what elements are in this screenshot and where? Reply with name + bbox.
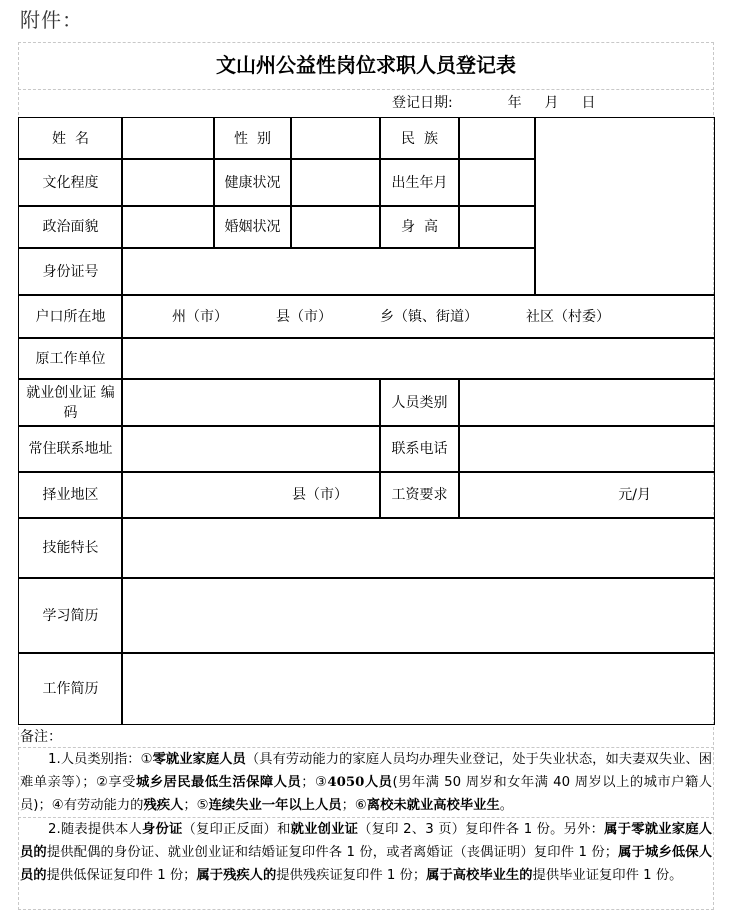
label-person-category: 人员类别 <box>379 378 460 427</box>
note-emphasis: 身份证 <box>141 822 183 837</box>
note-emphasis: 城乡居民最低生活保障人员 <box>135 775 302 790</box>
note-text: （具有劳动能力的家庭人员均办理失业登记，处于失业状态，如夫妻双失业、困难单亲等）；②享受 <box>20 752 713 790</box>
date-label: 登记日期: <box>392 95 453 111</box>
household-prefecture: 州（市） <box>172 309 228 325</box>
note-person-category <box>20 748 712 817</box>
job-region-suffix: 县（市） <box>292 487 348 503</box>
gender-field[interactable] <box>290 117 381 160</box>
divider <box>18 89 714 90</box>
photo-box[interactable] <box>534 117 715 296</box>
note-text: （复印正反面）和 <box>182 822 291 837</box>
note-emphasis: 残疾人 <box>143 798 184 813</box>
note-emphasis: 零就业家庭人员 <box>152 752 246 767</box>
note-required-documents <box>20 818 712 887</box>
note-text: 提供毕业证复印件 1 份。 <box>532 868 683 883</box>
person-category-field[interactable] <box>458 378 715 427</box>
label-political: 政治面貌 <box>18 205 123 249</box>
household-township: 乡（镇、街道） <box>380 309 478 325</box>
note-text: 提供残疾证复印件 1 份； <box>276 868 427 883</box>
note-emphasis: 属于零就业家庭人员的 <box>20 822 713 860</box>
ethnicity-field[interactable] <box>458 117 536 160</box>
registration-date <box>392 90 595 117</box>
label-work-history: 工作简历 <box>18 652 123 725</box>
height-field[interactable] <box>458 205 536 249</box>
label-ethnicity: 民 族 <box>379 117 460 160</box>
label-household: 户口所在地 <box>18 294 123 339</box>
registration-table <box>18 117 715 725</box>
employment-cert-field[interactable] <box>121 378 381 427</box>
form-title: 文山州公益性岗位求职人员登记表 <box>216 53 516 77</box>
note-text: 提供低保证复印件 1 份； <box>46 868 197 883</box>
note-text: ；⑥ <box>341 798 367 813</box>
label-marital: 婚姻状况 <box>213 205 292 249</box>
household-county: 县（市） <box>276 309 332 325</box>
label-employment-cert: 就业创业证 编码 <box>18 378 123 427</box>
note-text: 提供配偶的身份证、就业创业证和结婚证复印件各 1 份，或者离婚证（丧偶证明）复印件 1 份； <box>46 845 619 860</box>
label-salary: 工资要求 <box>379 471 460 519</box>
note-emphasis: 连续失业一年以上人员 <box>208 798 342 813</box>
political-field[interactable] <box>121 205 215 249</box>
label-height: 身 高 <box>379 205 460 249</box>
label-id-number: 身份证号 <box>18 247 123 296</box>
education-field[interactable] <box>121 158 215 207</box>
note-emphasis: 属于城乡低保人员的 <box>20 845 713 883</box>
note-text: (男年满 50 周岁和女年满 40 周岁以上的城市户籍人员)；④有劳动能力的 <box>20 775 713 813</box>
date-month: 月 <box>544 95 559 111</box>
birth-field[interactable] <box>458 158 536 207</box>
label-skills: 技能特长 <box>18 517 123 579</box>
study-history-field[interactable] <box>121 577 715 654</box>
label-education: 文化程度 <box>18 158 123 207</box>
household-community: 社区（村委） <box>526 309 610 325</box>
label-study-history: 学习简历 <box>18 577 123 654</box>
note-emphasis: 4050人员 <box>327 775 393 790</box>
note-emphasis: 属于残疾人的 <box>196 868 277 883</box>
salary-field[interactable] <box>458 471 715 519</box>
note-text: （复印 2、3 页）复印件各 1 份。另外： <box>358 822 605 837</box>
date-year: 年 <box>507 95 522 111</box>
note-text: 1.人员类别指：① <box>48 752 153 767</box>
date-day: 日 <box>581 95 596 111</box>
attachment-label: 附件： <box>20 8 83 32</box>
label-name: 姓 名 <box>18 117 123 160</box>
label-prev-employer: 原工作单位 <box>18 337 123 380</box>
note-text: 。 <box>499 798 514 813</box>
label-gender: 性 别 <box>213 117 292 160</box>
note-emphasis: 属于高校毕业生的 <box>426 868 533 883</box>
job-region-field[interactable] <box>121 471 381 519</box>
label-phone: 联系电话 <box>379 425 460 473</box>
phone-field[interactable] <box>458 425 715 473</box>
note-emphasis: 就业创业证 <box>290 822 359 837</box>
marital-field[interactable] <box>290 205 381 249</box>
label-birth: 出生年月 <box>379 158 460 207</box>
note-text: ；③ <box>301 775 328 790</box>
note-text: 2.随表提供本人 <box>48 822 142 837</box>
salary-suffix: 元/月 <box>618 487 651 503</box>
address-field[interactable] <box>121 425 381 473</box>
id-number-field[interactable] <box>121 247 536 296</box>
label-health: 健康状况 <box>213 158 292 207</box>
note-text: ；⑤ <box>183 798 209 813</box>
household-field[interactable] <box>121 294 715 339</box>
prev-employer-field[interactable] <box>121 337 715 380</box>
label-job-region: 择业地区 <box>18 471 123 519</box>
health-field[interactable] <box>290 158 381 207</box>
name-field[interactable] <box>121 117 215 160</box>
skills-field[interactable] <box>121 517 715 579</box>
label-address: 常住联系地址 <box>18 425 123 473</box>
note-emphasis: 离校未就业高校毕业生 <box>366 798 500 813</box>
notes-heading: 备注： <box>20 729 62 745</box>
work-history-field[interactable] <box>121 652 715 725</box>
